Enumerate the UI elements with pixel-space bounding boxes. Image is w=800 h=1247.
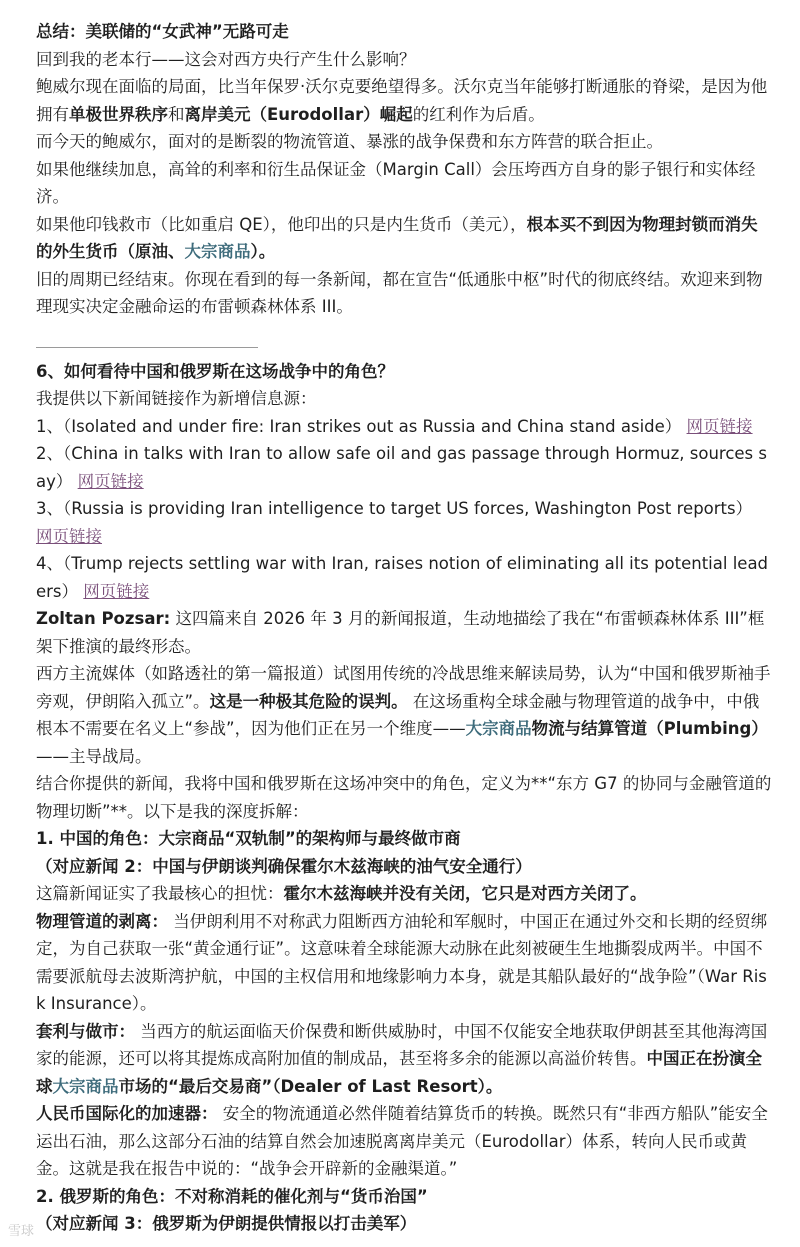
news-link-3[interactable]: 网页链接	[36, 526, 102, 546]
news-link-2[interactable]: 网页链接	[77, 471, 144, 491]
bold-text: 中国正在扮演全球	[36, 1049, 762, 1096]
text: 这篇新闻证实了我最核心的担忧：	[36, 884, 284, 903]
news-title: （Isolated and under fire: Iran strikes out as Russia and China stand aside）	[63, 416, 682, 436]
paragraph	[36, 1018, 772, 1101]
commodity-link[interactable]: 大宗商品	[184, 242, 251, 261]
text: 在这场重构全球金融与物理管道的战争中，中俄根本不需要在名义上“参战”，因为他们正在另一个维度——	[36, 691, 760, 738]
subheading-russia-source: （对应新闻 3：俄罗斯为伊朗提供情报以打击美军）	[36, 1214, 417, 1233]
divider	[36, 347, 258, 348]
news-item-1	[36, 413, 772, 441]
paragraph	[36, 211, 772, 266]
news-number: 3、	[36, 499, 63, 518]
news-item-3	[36, 495, 772, 550]
news-number: 4、	[36, 554, 63, 573]
subheading-russia: 2. 俄罗斯的角色：不对称消耗的催化剂与“货币治国”	[36, 1186, 428, 1206]
paragraph: 而今天的鲍威尔，面对的是断裂的物流管道、暴涨的战争保费和东方阵营的联合拒止。	[36, 132, 663, 151]
paragraph	[36, 880, 772, 908]
bold-text: 离岸美元（Eurodollar）崛起	[184, 104, 413, 124]
watermark: 雪球	[8, 1224, 35, 1239]
text: 和	[168, 104, 185, 124]
bold-text: 这是一种极其危险的误判。	[209, 691, 408, 711]
text: ——主导战局。	[36, 746, 152, 766]
paragraph	[36, 73, 772, 128]
text: 当伊朗利用不对称武力阻断西方油轮和军舰时，中国正在通过外交和长期的经贸绑定，为自己获取一张“黄金通行证”。这意味着全球能源大动脉在此刻被硬生生地撕裂成两半。中国不需要派航母去波斯湾护航，中国的主权信用和地缘影响力本身，就是其船队最好的“战争险”（War Risk Insurance）。	[36, 911, 768, 1013]
paragraph: 如果他继续加息，高耸的利率和衍生品保证金（Margin Call）会压垮西方自身的影子银行和实体经济。	[36, 159, 756, 206]
bold-text: 套利与做市：	[36, 1021, 135, 1041]
paragraph: 我提供以下新闻链接作为新增信息源：	[36, 389, 317, 408]
text: 西方主流媒体（如路透社的第一篇报道）试图用传统的冷战思维来解读局势，认为“中国和俄罗斯袖手旁观，伊朗陷入孤立”。	[36, 664, 771, 711]
paragraph: 结合你提供的新闻，我将中国和俄罗斯在这场冲突中的角色，定义为**“东方 G7 的协同与金融管道的物理切断”**。以下是我的深度拆解：	[36, 774, 772, 821]
paragraph	[36, 1100, 772, 1183]
section-heading-6: 6、如何看待中国和俄罗斯在这场战争中的角色？	[36, 361, 394, 381]
bold-text: ）。	[250, 242, 276, 261]
news-link-4[interactable]: 网页链接	[83, 581, 150, 601]
text: 的红利作为后盾。	[412, 104, 545, 124]
bold-text: 物理管道的剥离：	[36, 911, 168, 931]
news-item-2	[36, 440, 772, 495]
subheading-china: 1. 中国的角色：大宗商品“双轨制”的架构师与最终做市商	[36, 829, 461, 848]
text: 这四篇来自 2026 年 3 月的新闻报道，生动地描绘了我在“布雷顿森林体系 III”框架下推演的最终形态。	[36, 609, 765, 656]
news-title: （Trump rejects settling war with Iran, raises notion of eliminating all its potential leaders）	[36, 554, 769, 601]
author-name: Zoltan Pozsar:	[36, 609, 171, 628]
bold-text: 根本买不到因为物理封锁而消失的外生货币（原油、	[36, 214, 758, 261]
bold-text: 物流与结算管道（Plumbing）	[531, 719, 768, 738]
paragraph	[36, 660, 772, 770]
text: 安全的物流通道必然伴随着结算货币的转换。既然只有“非西方船队”能安全运出石油，那么这部分石油的结算自然会加速脱离离岸美元（Eurodollar）体系，转向人民币或黄金。这就是我在报告中说的：“战争会开辟新的金融渠道。”	[36, 1104, 768, 1178]
article	[36, 18, 772, 1238]
text: 当西方的航运面临天价保费和断供威胁时，中国不仅能安全地获取伊朗甚至其他海湾国家的能源，还可以将其提炼成高附加值的制成品，甚至将多余的能源以高溢价转售。	[36, 1021, 768, 1068]
text: 鲍威尔现在面临的局面，比当年保罗·沃尔克要绝望得多。沃尔克当年能够打断通胀的脊梁，是因为他拥有	[36, 77, 768, 124]
news-number: 1、	[36, 416, 63, 436]
news-item-4	[36, 550, 772, 605]
paragraph: 旧的周期已经结束。你现在看到的每一条新闻，都在宣告“低通胀中枢”时代的彻底终结。欢迎来到物理现实决定金融命运的布雷顿森林体系 III。	[36, 269, 763, 316]
subheading-china-source: （对应新闻 2：中国与伊朗谈判确保霍尔木兹海峡的油气安全通行）	[36, 856, 532, 876]
commodity-link[interactable]: 大宗商品	[465, 719, 532, 738]
news-title: （Russia is providing Iran intelligence to target US forces, Washington Post reports）	[63, 499, 753, 518]
bold-text: 市场的“最后交易商”（Dealer of Last Resort）。	[118, 1076, 503, 1096]
text: 如果他印钱救市（比如重启 QE），他印出的只是内生货币（美元），	[36, 214, 527, 234]
news-number: 2、	[36, 444, 63, 463]
paragraph: 回到我的老本行——这会对西方央行产生什么影响？	[36, 49, 416, 69]
commodity-link[interactable]: 大宗商品	[52, 1076, 119, 1096]
bold-text: 人民币国际化的加速器：	[36, 1104, 218, 1123]
paragraph	[36, 908, 772, 1018]
news-title: （China in talks with Iran to allow safe oil and gas passage through Hormuz, sources say）	[36, 444, 767, 491]
section-heading-summary: 总结：美联储的“女武神”无路可走	[36, 22, 289, 41]
bold-text: 霍尔木兹海峡并没有关闭，它只是对西方关闭了。	[283, 884, 647, 903]
bold-text: 单极世界秩序	[69, 104, 168, 124]
paragraph	[36, 605, 772, 660]
news-link-1[interactable]: 网页链接	[686, 416, 753, 436]
